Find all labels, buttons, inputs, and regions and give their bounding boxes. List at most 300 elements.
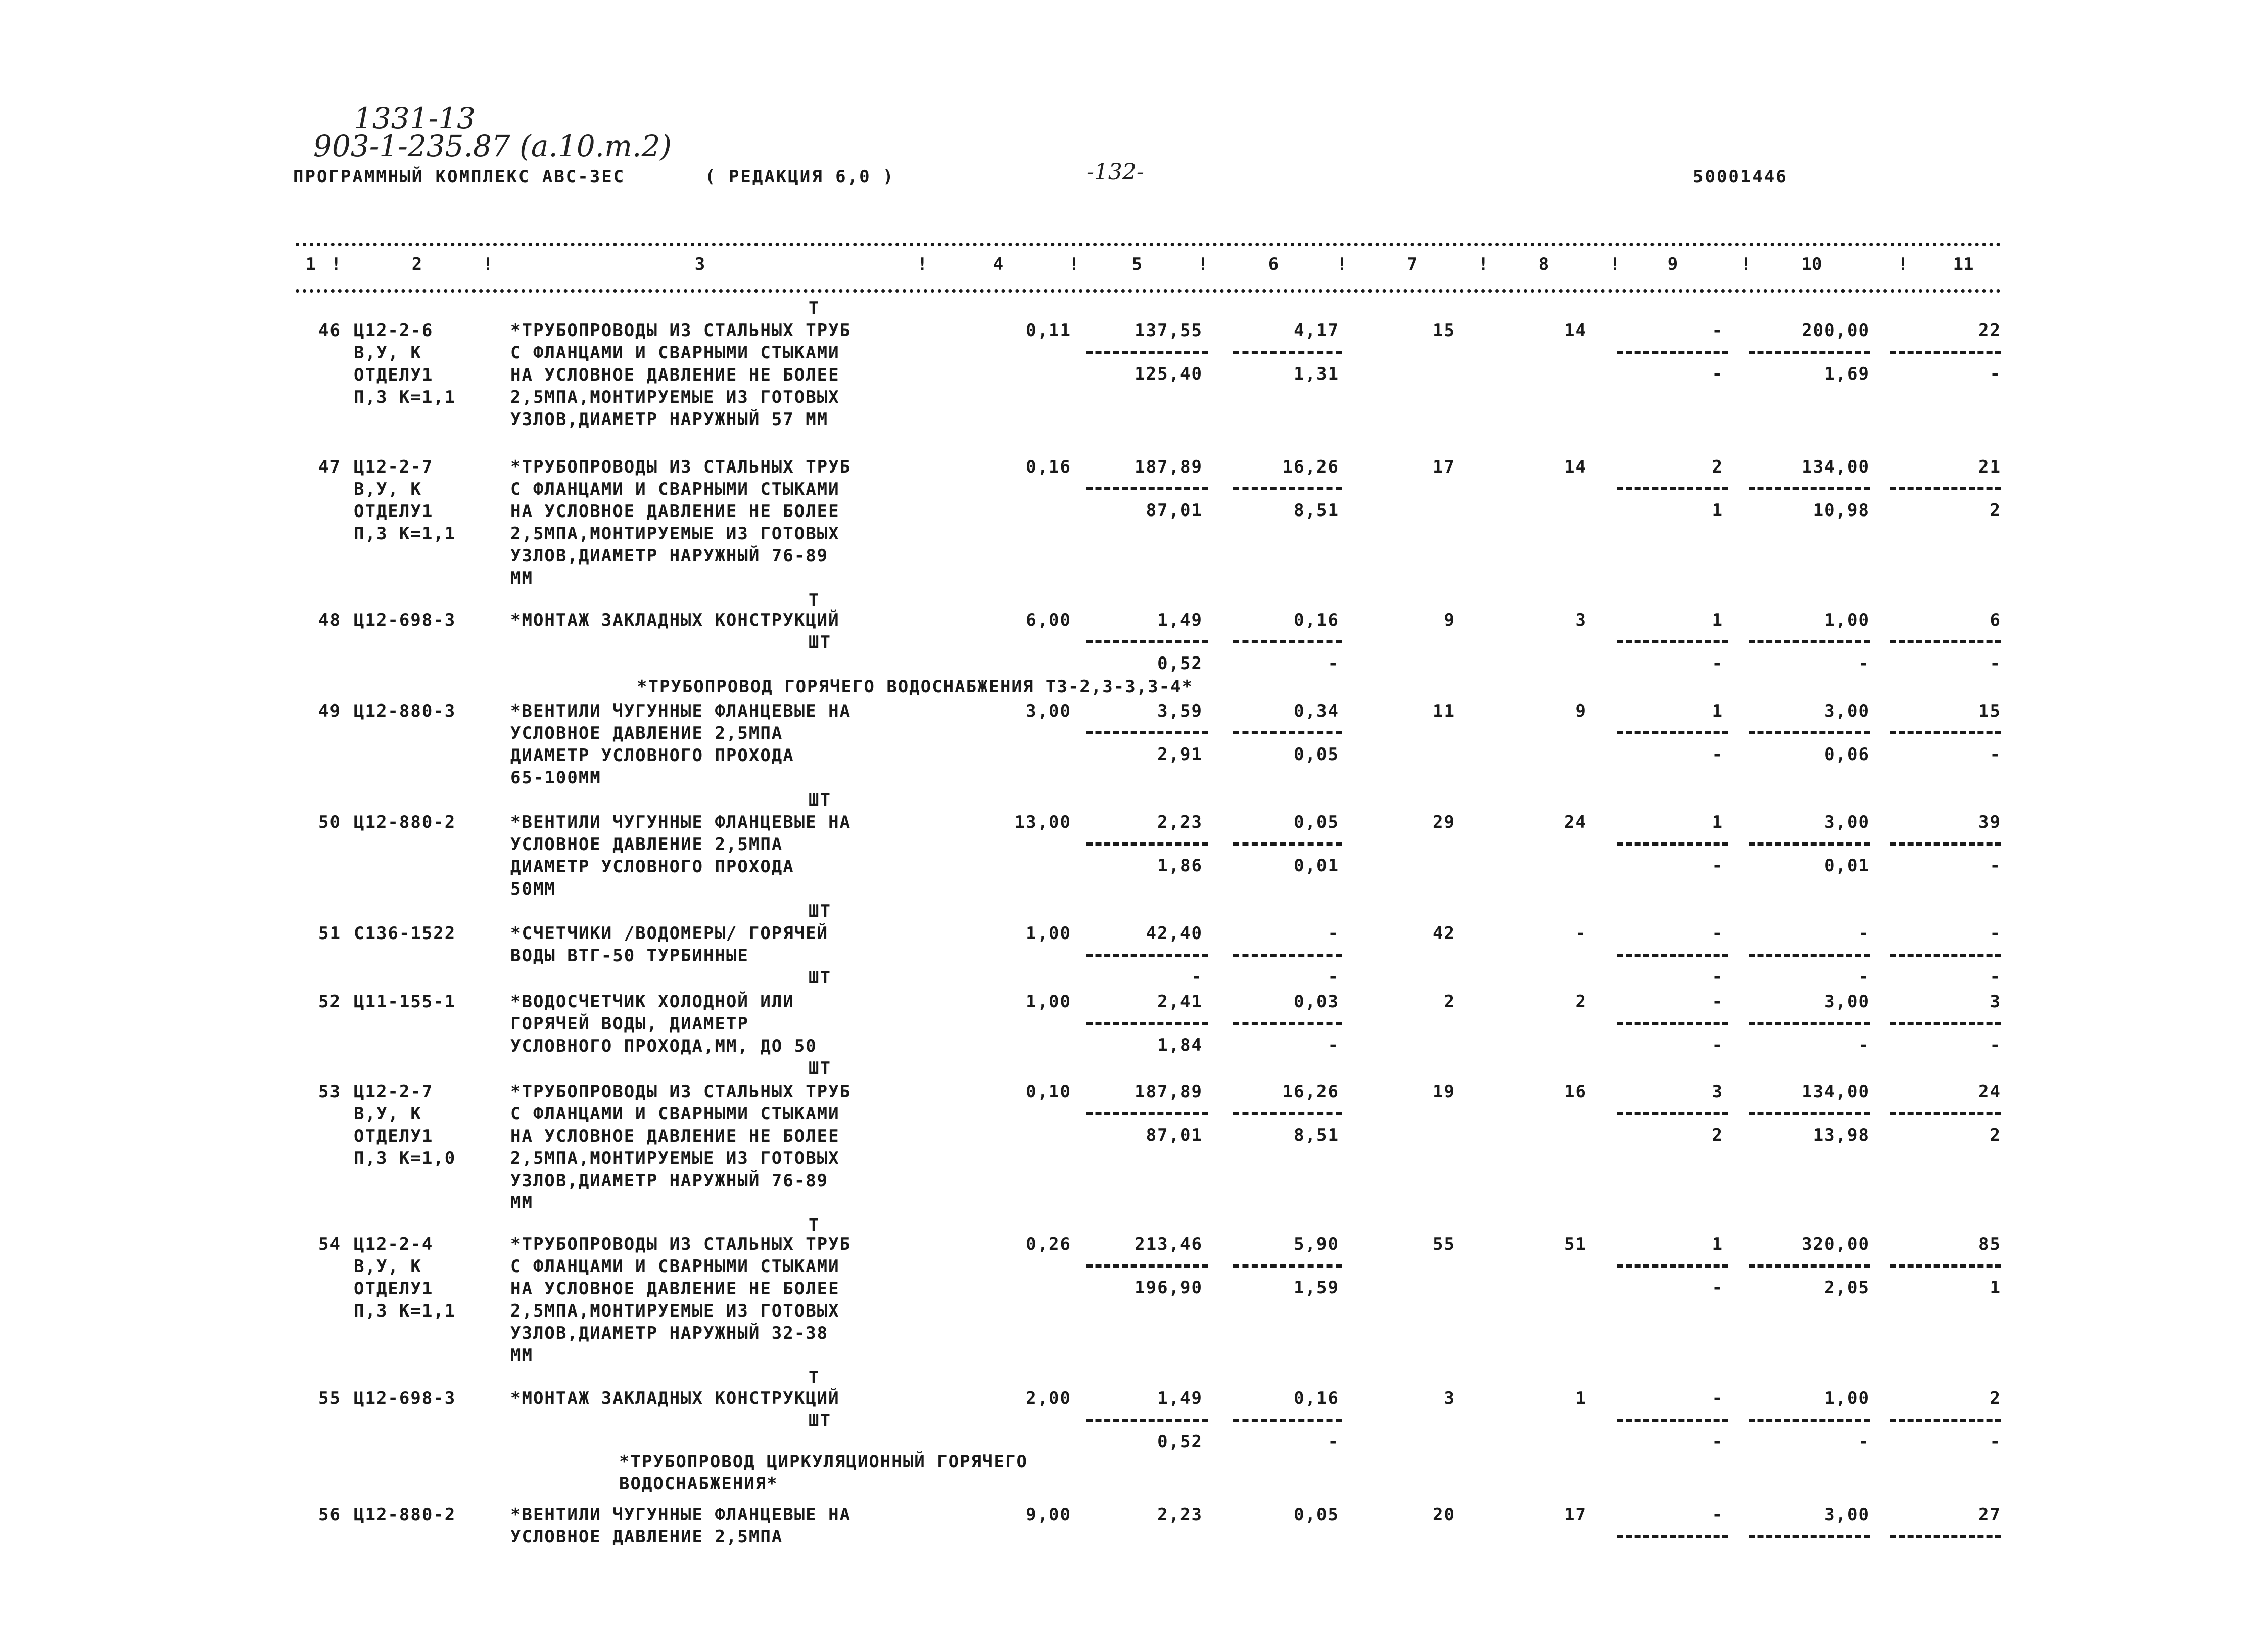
column-header-1: 1 xyxy=(305,254,316,274)
machine-wages-total: 2 xyxy=(1712,1125,1723,1145)
unit-cost-total: 3,59 xyxy=(1157,701,1203,721)
unit-label: Т xyxy=(809,1368,820,1388)
handwritten-note-2: 903-1-235.87 (a.10.т.2) xyxy=(313,129,672,163)
unit-cost-wages: 87,01 xyxy=(1146,500,1203,521)
cell-divider xyxy=(1749,487,1870,490)
unit-label: ШТ xyxy=(809,1058,831,1078)
work-description xyxy=(510,1233,851,1367)
column-header-7: 7 xyxy=(1407,254,1418,274)
program-title: ПРОГРАММНЫЙ КОМПЛЕКС АВС-3ЕС xyxy=(293,167,626,187)
column-header-11: 11 xyxy=(1953,254,1974,274)
resource-code-line: ОТДЕЛУ1 xyxy=(354,501,434,522)
row-number: 47 xyxy=(318,457,341,477)
unit-cost-total: 2,23 xyxy=(1157,1505,1203,1525)
labour-total-machine: 1 xyxy=(1990,1278,2001,1298)
cell-divider xyxy=(1233,640,1342,643)
unit-cost-total: 2,23 xyxy=(1157,812,1203,832)
machine-cost: 5,90 xyxy=(1294,1234,1339,1254)
work-description-line: ДИАМЕТР УСЛОВНОГО ПРОХОДА xyxy=(510,857,794,877)
wages-total: 16 xyxy=(1564,1082,1587,1102)
machine-cost-wages: - xyxy=(1328,967,1339,987)
resource-code-line: Ц12-2-6 xyxy=(354,320,434,341)
machine-cost-wages: 8,51 xyxy=(1294,500,1339,521)
work-description xyxy=(510,700,851,789)
wages-total: 17 xyxy=(1564,1505,1587,1525)
machine-cost: 0,05 xyxy=(1294,1505,1339,1525)
cell-divider xyxy=(1233,1264,1342,1268)
labour-total: - xyxy=(1990,923,2001,944)
labour-total-machine: - xyxy=(1990,744,2001,765)
work-description-line: 65-100ММ xyxy=(510,768,601,788)
row-number: 48 xyxy=(318,610,341,630)
work-description-line: 2,5МПА,МОНТИРУЕМЫЕ ИЗ ГОТОВЫХ xyxy=(510,387,840,407)
work-description-line: ГОРЯЧЕЙ ВОДЫ, ДИАМЕТР xyxy=(510,1014,749,1034)
work-description-line: УСЛОВНОЕ ДАВЛЕНИЕ 2,5МПА xyxy=(510,1527,783,1547)
row-number: 53 xyxy=(318,1082,341,1102)
unit-cost-total: 1,49 xyxy=(1157,1388,1203,1409)
work-description-line: НА УСЛОВНОЕ ДАВЛЕНИЕ НЕ БОЛЕЕ xyxy=(510,1126,840,1146)
document-code: 50001446 xyxy=(1693,167,1788,187)
work-description-line: УЗЛОВ,ДИАМЕТР НАРУЖНЫЙ 32-38 xyxy=(510,1323,829,1343)
work-description-line: УЗЛОВ,ДИАМЕТР НАРУЖНЫЙ 57 ММ xyxy=(510,409,829,430)
work-description xyxy=(510,609,840,631)
work-description-line: УСЛОВНОГО ПРОХОДА,ММ, ДО 50 xyxy=(510,1036,817,1056)
quantity-value: 1,00 xyxy=(1026,923,1071,944)
column-header-row xyxy=(296,254,2001,282)
labour-per-unit: 3,00 xyxy=(1824,992,1870,1012)
work-description xyxy=(510,922,828,967)
unit-cost-total: 137,55 xyxy=(1135,320,1203,341)
labour-per-unit-machine: 13,98 xyxy=(1813,1125,1870,1145)
labour-per-unit-machine: - xyxy=(1858,1035,1870,1055)
cell-divider xyxy=(1749,1022,1870,1025)
column-separator: ! xyxy=(917,254,928,274)
work-description xyxy=(510,811,851,900)
column-header-9: 9 xyxy=(1667,254,1678,274)
cell-divider xyxy=(1890,731,2001,734)
work-description-line: НА УСЛОВНОЕ ДАВЛЕНИЕ НЕ БОЛЕЕ xyxy=(510,501,840,522)
resource-code-line: Ц12-880-2 xyxy=(354,812,456,832)
labour-total-machine: - xyxy=(1990,364,2001,384)
total-cost: 42 xyxy=(1433,923,1455,944)
machine-cost: 0,16 xyxy=(1294,1388,1339,1409)
row-number: 49 xyxy=(318,701,341,721)
machine-total: 1 xyxy=(1712,701,1723,721)
work-description xyxy=(510,1504,851,1548)
wages-total: - xyxy=(1575,923,1587,944)
labour-total: 24 xyxy=(1978,1082,2001,1102)
quantity-value: 0,11 xyxy=(1026,320,1071,341)
work-description xyxy=(510,991,817,1057)
row-number: 52 xyxy=(318,992,341,1012)
work-description-line: 2,5МПА,МОНТИРУЕМЫЕ ИЗ ГОТОВЫХ xyxy=(510,1301,840,1321)
work-description-line: *МОНТАЖ ЗАКЛАДНЫХ КОНСТРУКЦИЙ xyxy=(510,610,840,630)
work-description-line: ВОДЫ ВТГ-50 ТУРБИННЫЕ xyxy=(510,946,749,966)
wages-total: 1 xyxy=(1575,1388,1587,1409)
resource-code-line: Ц12-2-7 xyxy=(354,1082,434,1102)
cell-divider xyxy=(1749,731,1870,734)
quantity-value: 3,00 xyxy=(1026,701,1071,721)
labour-per-unit-machine: 0,01 xyxy=(1824,856,1870,876)
work-description-line: 50ММ xyxy=(510,879,556,899)
work-description-line: УСЛОВНОЕ ДАВЛЕНИЕ 2,5МПА xyxy=(510,834,783,855)
cell-divider xyxy=(1749,640,1870,643)
labour-per-unit-machine: 10,98 xyxy=(1813,500,1870,521)
column-separator: ! xyxy=(1069,254,1079,274)
labour-per-unit-machine: - xyxy=(1858,653,1870,674)
machine-total: 1 xyxy=(1712,812,1723,832)
work-description-line: ДИАМЕТР УСЛОВНОГО ПРОХОДА xyxy=(510,745,794,766)
cell-divider xyxy=(1233,1112,1342,1115)
resource-code xyxy=(354,1081,456,1169)
wages-total: 51 xyxy=(1564,1234,1587,1254)
machine-cost: 0,05 xyxy=(1294,812,1339,832)
total-cost: 9 xyxy=(1444,610,1455,630)
cell-divider xyxy=(1086,954,1208,957)
work-description-line: УЗЛОВ,ДИАМЕТР НАРУЖНЫЙ 76-89 xyxy=(510,546,829,566)
cell-divider xyxy=(1890,1535,2001,1538)
machine-total: 1 xyxy=(1712,1234,1723,1254)
total-cost: 20 xyxy=(1433,1505,1455,1525)
labour-total-machine: - xyxy=(1990,1035,2001,1055)
unit-label: Т xyxy=(809,1215,820,1235)
resource-code xyxy=(354,991,456,1013)
labour-total-machine: - xyxy=(1990,856,2001,876)
labour-per-unit: 3,00 xyxy=(1824,701,1870,721)
labour-total: 3 xyxy=(1990,992,2001,1012)
section-title-circulation-line2: ВОДОСНАБЖЕНИЯ* xyxy=(619,1474,778,1494)
resource-code-line: ОТДЕЛУ1 xyxy=(354,365,434,385)
row-number: 50 xyxy=(318,812,341,832)
machine-total: - xyxy=(1712,320,1723,341)
machine-wages-total: 1 xyxy=(1712,500,1723,521)
labour-total: 39 xyxy=(1978,812,2001,832)
column-header-4: 4 xyxy=(993,254,1004,274)
machine-total: - xyxy=(1712,1505,1723,1525)
column-header-3: 3 xyxy=(694,254,705,274)
cell-divider xyxy=(1749,954,1870,957)
machine-cost: 0,03 xyxy=(1294,992,1339,1012)
column-separator: ! xyxy=(1337,254,1347,274)
row-number: 54 xyxy=(318,1234,341,1254)
cell-divider xyxy=(1617,487,1728,490)
labour-per-unit-machine: - xyxy=(1858,967,1870,987)
machine-cost-wages: 0,05 xyxy=(1294,744,1339,765)
cell-divider xyxy=(1086,1264,1208,1268)
unit-label: ШТ xyxy=(809,790,831,810)
column-separator: ! xyxy=(483,254,493,274)
unit-cost-wages: 2,91 xyxy=(1157,744,1203,765)
quantity-value: 9,00 xyxy=(1026,1505,1071,1525)
labour-total-machine: - xyxy=(1990,653,2001,674)
resource-code-line: Ц12-880-2 xyxy=(354,1505,456,1525)
machine-wages-total: - xyxy=(1712,1432,1723,1452)
unit-cost-wages: 87,01 xyxy=(1146,1125,1203,1145)
resource-code-line: Ц12-2-4 xyxy=(354,1234,434,1254)
work-description-line: *ВЕНТИЛИ ЧУГУННЫЕ ФЛАНЦЕВЫЕ НА xyxy=(510,1505,852,1525)
resource-code-line: Ц12-698-3 xyxy=(354,1388,456,1409)
labour-per-unit: - xyxy=(1858,923,1870,944)
work-description xyxy=(510,1081,851,1214)
machine-cost-wages: 1,31 xyxy=(1294,364,1339,384)
unit-cost-wages: 0,52 xyxy=(1157,653,1203,674)
cell-divider xyxy=(1749,351,1870,354)
labour-total-machine: 2 xyxy=(1990,1125,2001,1145)
cell-divider xyxy=(1749,1264,1870,1268)
quantity-value: 0,16 xyxy=(1026,457,1071,477)
wages-total: 3 xyxy=(1575,610,1587,630)
work-description xyxy=(510,456,851,589)
column-separator: ! xyxy=(1898,254,1908,274)
cell-divider xyxy=(1233,954,1342,957)
machine-cost: 16,26 xyxy=(1282,1082,1339,1102)
cell-divider xyxy=(1233,1022,1342,1025)
quantity-value: 6,00 xyxy=(1026,610,1071,630)
resource-code-line: Ц12-698-3 xyxy=(354,610,456,630)
machine-wages-total: - xyxy=(1712,967,1723,987)
total-cost: 29 xyxy=(1433,812,1455,832)
resource-code xyxy=(354,1387,456,1410)
work-description-line: *ТРУБОПРОВОДЫ ИЗ СТАЛЬНЫХ ТРУБ xyxy=(510,1082,852,1102)
wages-total: 14 xyxy=(1564,320,1587,341)
cell-divider xyxy=(1086,351,1208,354)
column-header-6: 6 xyxy=(1268,254,1279,274)
labour-total-machine: - xyxy=(1990,967,2001,987)
cell-divider xyxy=(1617,1264,1728,1268)
column-separator: ! xyxy=(1198,254,1208,274)
machine-cost: - xyxy=(1328,923,1339,944)
cell-divider xyxy=(1890,487,2001,490)
labour-per-unit: 3,00 xyxy=(1824,1505,1870,1525)
labour-per-unit-machine: 1,69 xyxy=(1824,364,1870,384)
unit-cost-total: 187,89 xyxy=(1135,457,1203,477)
cell-divider xyxy=(1617,1419,1728,1422)
section-title-hot-water: *ТРУБОПРОВОД ГОРЯЧЕГО ВОДОСНАБЖЕНИЯ Т3-2,3-3,3-4* xyxy=(637,677,1194,697)
labour-total: 85 xyxy=(1978,1234,2001,1254)
work-description-line: 2,5МПА,МОНТИРУЕМЫЕ ИЗ ГОТОВЫХ xyxy=(510,1148,840,1168)
work-description-line: УСЛОВНОЕ ДАВЛЕНИЕ 2,5МПА xyxy=(510,723,783,743)
work-description xyxy=(510,319,851,431)
work-description-line: ММ xyxy=(510,1193,533,1213)
cell-divider xyxy=(1617,842,1728,846)
resource-code xyxy=(354,319,456,408)
work-description-line: С ФЛАНЦАМИ И СВАРНЫМИ СТЫКАМИ xyxy=(510,1104,840,1124)
resource-code xyxy=(354,1233,456,1322)
resource-code xyxy=(354,1504,456,1526)
work-description-line: УЗЛОВ,ДИАМЕТР НАРУЖНЫЙ 76-89 xyxy=(510,1170,829,1191)
quantity-value: 13,00 xyxy=(1014,812,1071,832)
machine-cost: 16,26 xyxy=(1282,457,1339,477)
unit-label: ШТ xyxy=(809,968,831,988)
cell-divider xyxy=(1617,1535,1728,1538)
resource-code-line: П,3 К=1,1 xyxy=(354,1301,456,1321)
resource-code-line: В,У, К xyxy=(354,1104,422,1124)
labour-per-unit-machine: - xyxy=(1858,1432,1870,1452)
column-separator: ! xyxy=(331,254,342,274)
total-cost: 17 xyxy=(1433,457,1455,477)
unit-cost-total: 213,46 xyxy=(1135,1234,1203,1254)
total-cost: 55 xyxy=(1433,1234,1455,1254)
resource-code-line: ОТДЕЛУ1 xyxy=(354,1126,434,1146)
cell-divider xyxy=(1086,640,1208,643)
work-description-line: *ВОДОСЧЕТЧИК ХОЛОДНОЙ ИЛИ xyxy=(510,992,794,1012)
unit-cost-total: 2,41 xyxy=(1157,992,1203,1012)
cell-divider xyxy=(1233,842,1342,846)
machine-total: - xyxy=(1712,923,1723,944)
column-separator: ! xyxy=(1610,254,1620,274)
row-number: 56 xyxy=(318,1505,341,1525)
resource-code-line: С136-1522 xyxy=(354,923,456,944)
machine-total: - xyxy=(1712,1388,1723,1409)
labour-total: 2 xyxy=(1990,1388,2001,1409)
cell-divider xyxy=(1086,487,1208,490)
machine-total: - xyxy=(1712,992,1723,1012)
column-separator: ! xyxy=(1741,254,1752,274)
row-number: 55 xyxy=(318,1388,341,1409)
labour-total-machine: 2 xyxy=(1990,500,2001,521)
machine-cost-wages: - xyxy=(1328,653,1339,674)
total-cost: 3 xyxy=(1444,1388,1455,1409)
work-description-line: *СЧЕТЧИКИ /ВОДОМЕРЫ/ ГОРЯЧЕЙ xyxy=(510,923,829,944)
unit-cost-wages: 1,86 xyxy=(1157,856,1203,876)
unit-cost-wages: 0,52 xyxy=(1157,1432,1203,1452)
work-description-line: С ФЛАНЦАМИ И СВАРНЫМИ СТЫКАМИ xyxy=(510,343,840,363)
cell-divider xyxy=(1890,842,2001,846)
cell-divider xyxy=(1086,1112,1208,1115)
quantity-value: 1,00 xyxy=(1026,992,1071,1012)
table-header-rule xyxy=(296,289,2001,293)
total-cost: 15 xyxy=(1433,320,1455,341)
resource-code xyxy=(354,922,456,945)
cell-divider xyxy=(1749,1419,1870,1422)
work-description-line: 2,5МПА,МОНТИРУЕМЫЕ ИЗ ГОТОВЫХ xyxy=(510,524,840,544)
cell-divider xyxy=(1086,731,1208,734)
unit-label: ШТ xyxy=(809,901,831,921)
cell-divider xyxy=(1617,954,1728,957)
cell-divider xyxy=(1890,351,2001,354)
labour-total: 6 xyxy=(1990,610,2001,630)
resource-code xyxy=(354,609,456,631)
machine-total: 1 xyxy=(1712,610,1723,630)
cell-divider xyxy=(1749,1112,1870,1115)
column-header-2: 2 xyxy=(411,254,422,274)
machine-cost-wages: - xyxy=(1328,1035,1339,1055)
machine-wages-total: - xyxy=(1712,744,1723,765)
cell-divider xyxy=(1890,1264,2001,1268)
work-description-line: *МОНТАЖ ЗАКЛАДНЫХ КОНСТРУКЦИЙ xyxy=(510,1388,840,1409)
work-description-line: *ТРУБОПРОВОДЫ ИЗ СТАЛЬНЫХ ТРУБ xyxy=(510,1234,852,1254)
machine-cost: 0,34 xyxy=(1294,701,1339,721)
cell-divider xyxy=(1617,640,1728,643)
resource-code xyxy=(354,456,456,545)
machine-cost-wages: 0,01 xyxy=(1294,856,1339,876)
unit-label: Т xyxy=(809,298,820,318)
labour-total: 15 xyxy=(1978,701,2001,721)
labour-per-unit: 134,00 xyxy=(1802,1082,1870,1102)
wages-total: 9 xyxy=(1575,701,1587,721)
labour-per-unit: 134,00 xyxy=(1802,457,1870,477)
column-header-10: 10 xyxy=(1801,254,1822,274)
cell-divider xyxy=(1233,351,1342,354)
machine-cost-wages: 8,51 xyxy=(1294,1125,1339,1145)
cell-divider xyxy=(1890,1419,2001,1422)
machine-cost: 0,16 xyxy=(1294,610,1339,630)
work-description xyxy=(510,1387,840,1410)
cell-divider xyxy=(1890,954,2001,957)
unit-cost-total: 42,40 xyxy=(1146,923,1203,944)
labour-per-unit: 200,00 xyxy=(1802,320,1870,341)
unit-cost-total: 187,89 xyxy=(1135,1082,1203,1102)
cell-divider xyxy=(1890,1112,2001,1115)
unit-cost-total: 1,49 xyxy=(1157,610,1203,630)
unit-cost-wages: 125,40 xyxy=(1135,364,1203,384)
machine-wages-total: - xyxy=(1712,364,1723,384)
edition-label: ( РЕДАКЦИЯ 6,0 ) xyxy=(705,167,895,187)
cell-divider xyxy=(1617,351,1728,354)
cell-divider xyxy=(1086,1419,1208,1422)
work-description-line: НА УСЛОВНОЕ ДАВЛЕНИЕ НЕ БОЛЕЕ xyxy=(510,365,840,385)
machine-total: 2 xyxy=(1712,457,1723,477)
unit-label: ШТ xyxy=(809,632,831,652)
labour-per-unit: 320,00 xyxy=(1802,1234,1870,1254)
cell-divider xyxy=(1617,1112,1728,1115)
column-header-5: 5 xyxy=(1131,254,1143,274)
unit-cost-wages: 1,84 xyxy=(1157,1035,1203,1055)
cell-divider xyxy=(1617,731,1728,734)
resource-code xyxy=(354,811,456,833)
unit-cost-wages: - xyxy=(1191,967,1203,987)
machine-total: 3 xyxy=(1712,1082,1723,1102)
total-cost: 19 xyxy=(1433,1082,1455,1102)
labour-total: 21 xyxy=(1978,457,2001,477)
machine-wages-total: - xyxy=(1712,1278,1723,1298)
row-number: 51 xyxy=(318,923,341,944)
machine-wages-total: - xyxy=(1712,856,1723,876)
quantity-value: 2,00 xyxy=(1026,1388,1071,1409)
work-description-line: С ФЛАНЦАМИ И СВАРНЫМИ СТЫКАМИ xyxy=(510,1256,840,1277)
work-description-line: НА УСЛОВНОЕ ДАВЛЕНИЕ НЕ БОЛЕЕ xyxy=(510,1279,840,1299)
section-title-circulation-line1: *ТРУБОПРОВОД ЦИРКУЛЯЦИОННЫЙ ГОРЯЧЕГО xyxy=(619,1451,1028,1472)
labour-total: 27 xyxy=(1978,1505,2001,1525)
resource-code-line: Ц12-880-3 xyxy=(354,701,456,721)
machine-cost: 4,17 xyxy=(1294,320,1339,341)
cell-divider xyxy=(1086,842,1208,846)
row-number: 46 xyxy=(318,320,341,341)
work-description-line: *ВЕНТИЛИ ЧУГУННЫЕ ФЛАНЦЕВЫЕ НА xyxy=(510,812,852,832)
cell-divider xyxy=(1233,1419,1342,1422)
handwritten-note-1: 1331-13 xyxy=(354,101,476,135)
total-cost: 11 xyxy=(1433,701,1455,721)
unit-cost-wages: 196,90 xyxy=(1135,1278,1203,1298)
column-header-8: 8 xyxy=(1538,254,1549,274)
work-description-line: ММ xyxy=(510,568,533,588)
cell-divider xyxy=(1233,731,1342,734)
work-description-line: *ТРУБОПРОВОДЫ ИЗ СТАЛЬНЫХ ТРУБ xyxy=(510,457,852,477)
labour-per-unit: 1,00 xyxy=(1824,610,1870,630)
machine-wages-total: - xyxy=(1712,1035,1723,1055)
unit-label: Т xyxy=(809,590,820,611)
work-description-line: *ВЕНТИЛИ ЧУГУННЫЕ ФЛАНЦЕВЫЕ НА xyxy=(510,701,852,721)
labour-total: 22 xyxy=(1978,320,2001,341)
resource-code-line: ОТДЕЛУ1 xyxy=(354,1279,434,1299)
table-top-rule xyxy=(296,243,2001,246)
resource-code-line: В,У, К xyxy=(354,343,422,363)
resource-code-line: П,3 К=1,1 xyxy=(354,524,456,544)
column-separator: ! xyxy=(1478,254,1489,274)
wages-total: 14 xyxy=(1564,457,1587,477)
labour-per-unit: 1,00 xyxy=(1824,1388,1870,1409)
cell-divider xyxy=(1617,1022,1728,1025)
